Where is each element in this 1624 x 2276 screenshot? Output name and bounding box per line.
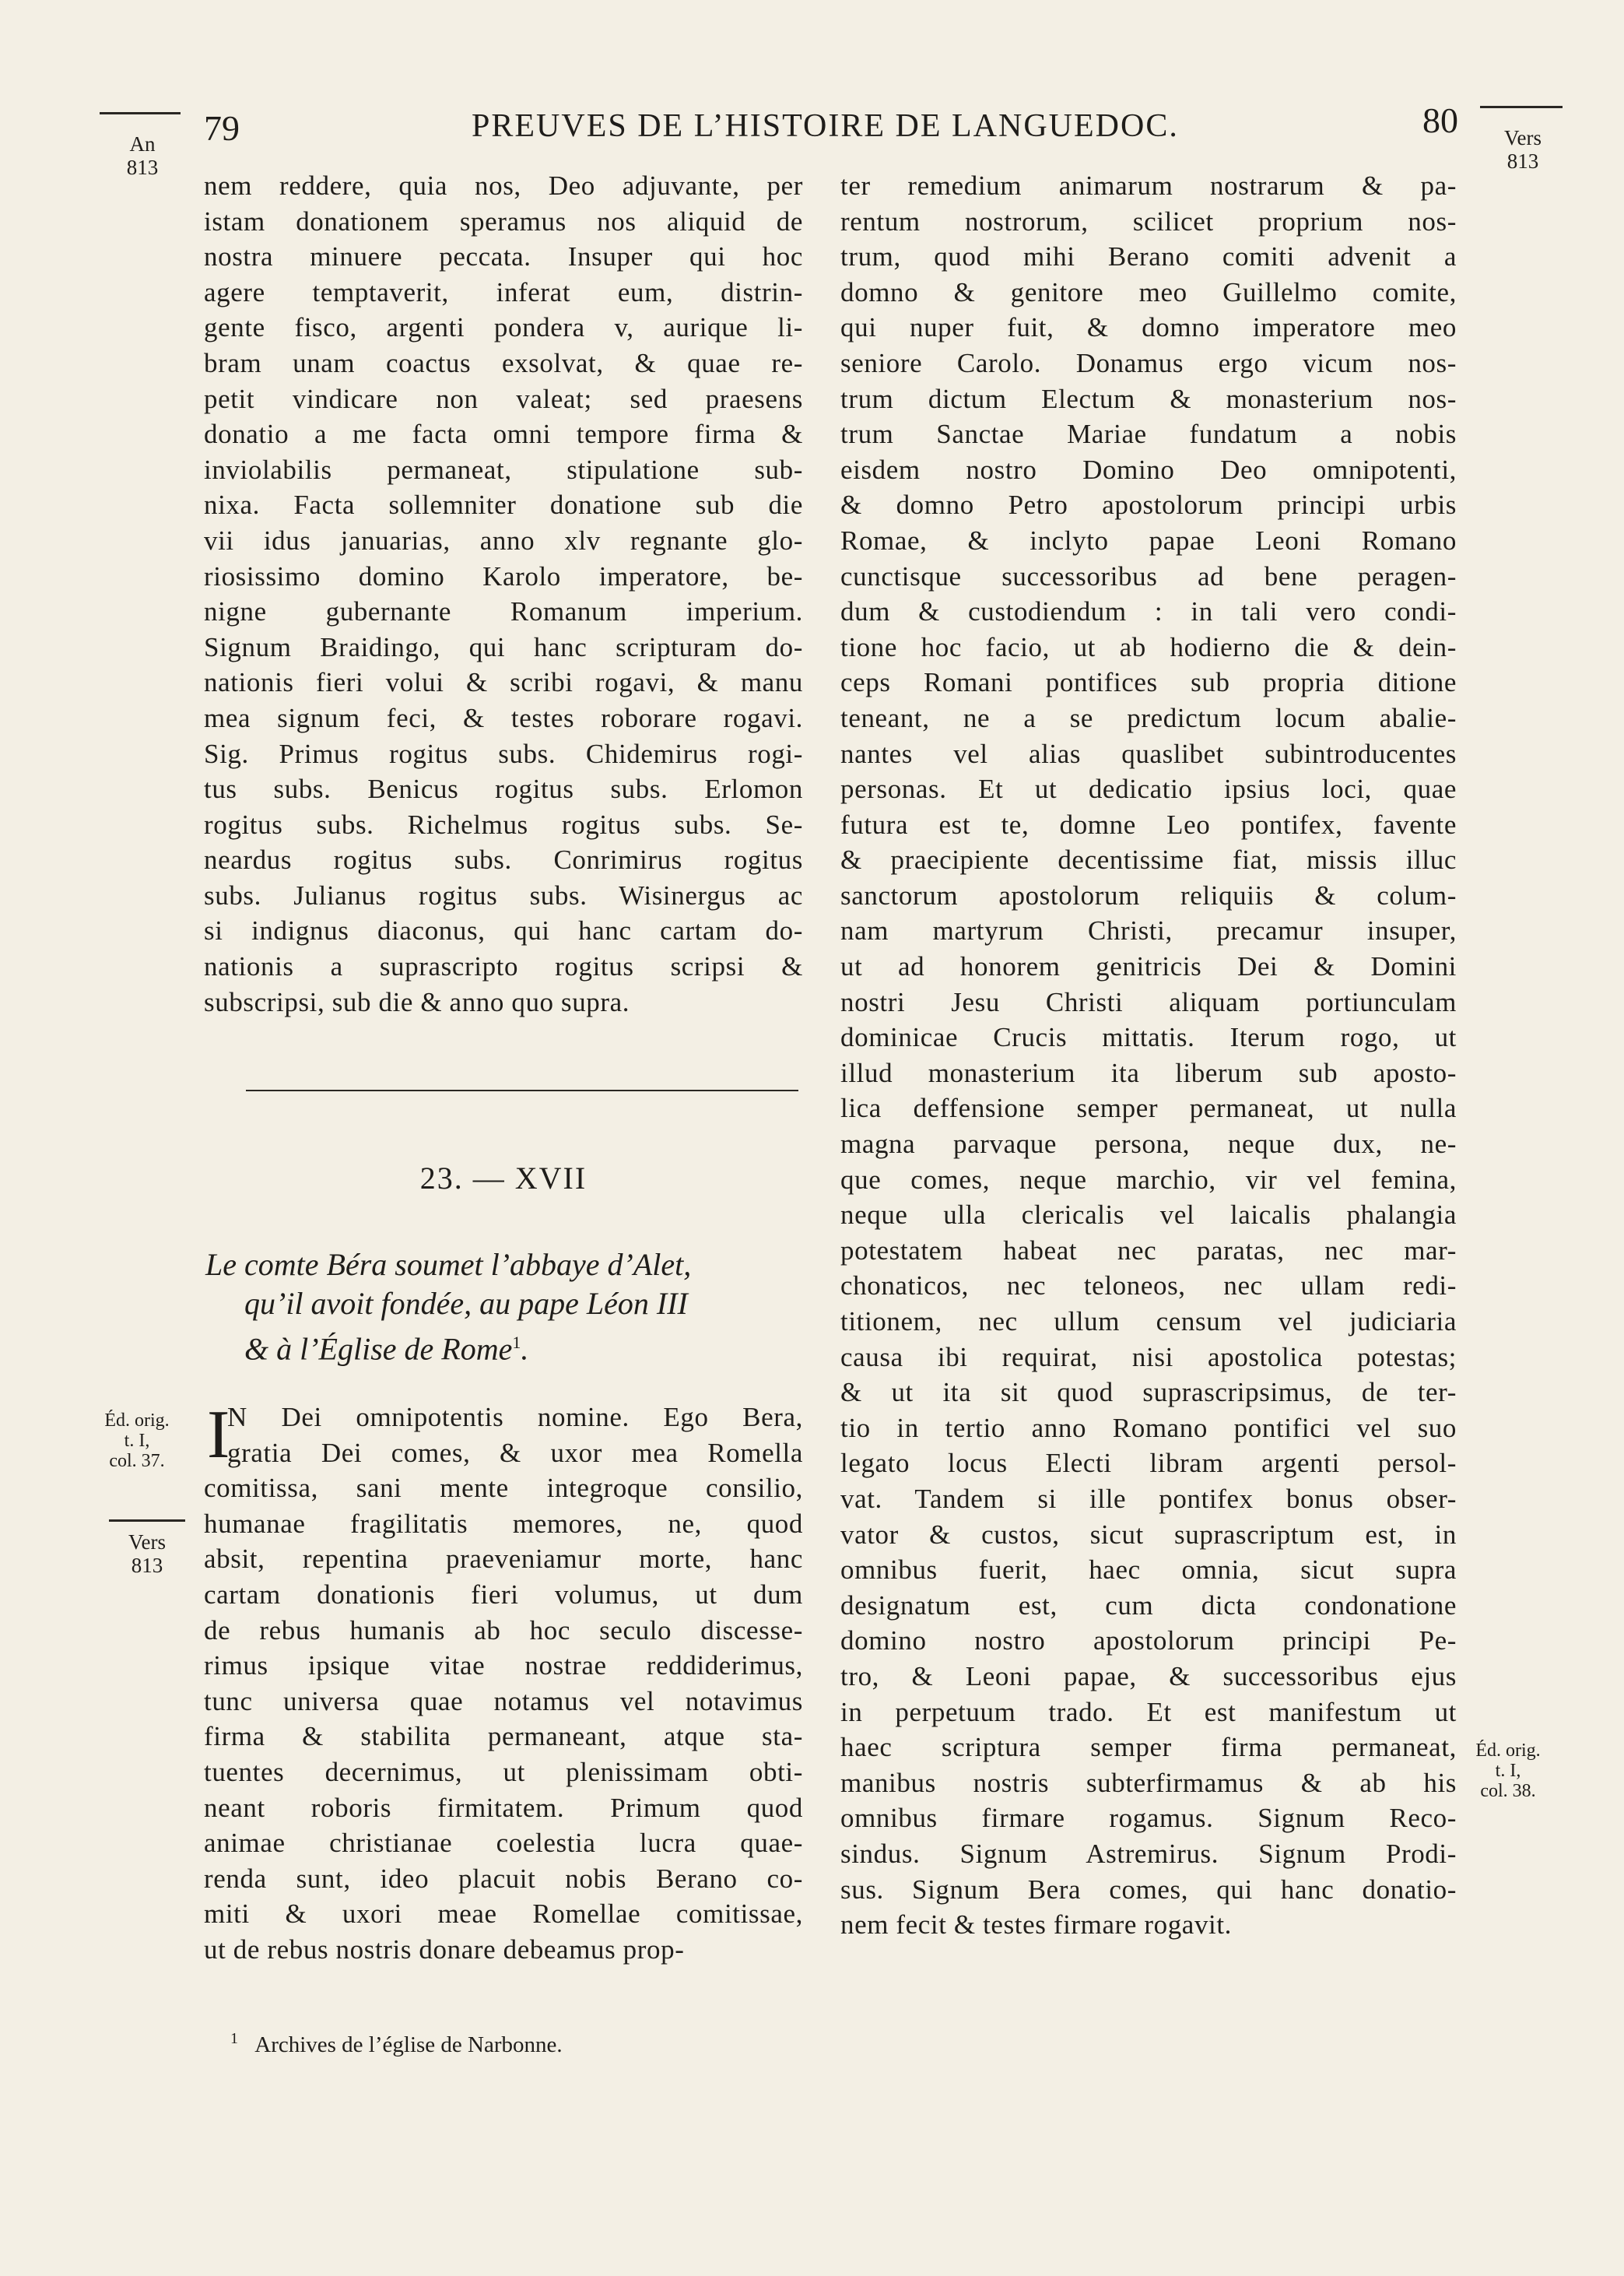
text-line: eisdem nostro Domino Deo omnipotenti,	[840, 454, 1457, 485]
text-line: sindus. Signum Astremirus. Signum Prodi-	[840, 1838, 1457, 1869]
drop-cap-letter: I	[207, 1397, 230, 1473]
margin-orig-left-line1: Éd. orig.	[104, 1410, 170, 1431]
text-line: vii idus januarias, anno xlv regnante glo-	[204, 525, 803, 556]
text-line: magna parvaque persona, neque dux, ne-	[840, 1129, 1457, 1160]
left-page-number: 79	[204, 108, 240, 148]
margin-year-right-value: 813	[1506, 149, 1539, 173]
text-line: rimus ipsique vitae nostrae reddiderimus,	[204, 1650, 803, 1681]
text-line: teneant, ne a se predictum locum abalie-	[840, 702, 1457, 733]
text-line: personas. Et ut dedicatio ipsius loci, quae	[840, 774, 1457, 805]
margin-year-right-label: Vers	[1504, 126, 1542, 149]
left-column-top-text	[204, 168, 803, 1020]
left-column-bottom-text	[204, 1397, 803, 1968]
text-line: nationis fieri volui & scribi rogavi, & manu	[204, 667, 803, 698]
text-line: si indignus diaconus, qui hanc cartam do-	[204, 915, 803, 947]
margin-vers-left-label: Vers	[128, 1530, 166, 1554]
margin-vers-left-value: 813	[131, 1554, 163, 1577]
text-line: haec scriptura semper firma permaneat,	[840, 1732, 1457, 1763]
text-line: & praecipiente decentissime fiat, missis illuc	[840, 845, 1457, 876]
text-line: dominicae Crucis mittatis. Iterum rogo, ut	[840, 1022, 1457, 1053]
text-line: futura est te, domne Leo pontifex, favente	[840, 809, 1457, 840]
text-line: & domno Petro apostolorum principi urbis	[840, 490, 1457, 521]
text-line: agere temptaverit, inferat eum, distrin-	[204, 276, 803, 307]
margin-orig-left	[87, 1410, 187, 1471]
text-line: & ut ita sit quod suprascripsimus, de ter-	[840, 1377, 1457, 1408]
text-line: seniore Carolo. Donamus ergo vicum nos-	[840, 347, 1457, 378]
text-line: omnibus firmare rogamus. Signum Reco-	[840, 1803, 1457, 1834]
section-divider	[246, 1090, 798, 1091]
text-line: neant roboris firmitatem. Primum quod	[204, 1792, 803, 1823]
text-line: subs. Julianus rogitus subs. Wisinergus ac	[204, 880, 803, 911]
text-line: in perpetuum trado. Et est manifestum ut	[840, 1696, 1457, 1727]
section-number: 23. — XVII	[419, 1161, 588, 1196]
text-line: ut ad honorem genitricis Dei & Domini	[840, 951, 1457, 982]
text-line: nigne gubernante Romanum imperium.	[204, 596, 803, 627]
text-line: vat. Tandem si ille pontifex bonus obser-	[840, 1483, 1457, 1514]
margin-vers-left	[109, 1530, 185, 1577]
section-title	[204, 1245, 819, 1368]
text-line: Romae, & inclyto papae Leoni Romano	[840, 525, 1457, 556]
text-line: istam donationem speramus nos aliquid de	[204, 205, 803, 237]
text-line: cartam donationis fieri volumus, ut dum	[204, 1579, 803, 1610]
text-line: tunc universa quae notamus vel notavimus	[204, 1685, 803, 1716]
text-line: illud monasterium ita liberum sub aposto-	[840, 1057, 1457, 1088]
text-line: domno & genitore meo Guillelmo comite,	[840, 276, 1457, 307]
section-title-line-3-text: & à l’Église de Rome	[244, 1331, 513, 1367]
text-line: comitissa, sani mente integroque consilio,	[204, 1473, 803, 1504]
text-line: subscripsi, sub die & anno quo supra.	[204, 986, 630, 1017]
text-line: lica deffensione semper permaneat, ut nulla	[840, 1093, 1457, 1124]
text-line: neque ulla clericalis vel laicalis phalangia	[840, 1199, 1457, 1231]
text-line: renda sunt, ideo placuit nobis Berano co-	[204, 1863, 803, 1894]
text-line: manibus nostris subterfirmamus & ab his	[840, 1767, 1457, 1798]
text-line: tuentes decernimus, ut plenissimam obti-	[204, 1756, 803, 1787]
text-line: de rebus humanis ab hoc seculo discesse-	[204, 1614, 803, 1646]
section-title-line-3: & à l’Église de Rome$^1$.	[244, 1331, 529, 1367]
text-line: cunctisque successoribus ad bene peragen-	[840, 560, 1457, 592]
right-column-text	[840, 168, 1457, 1943]
header-rule-left	[100, 112, 181, 114]
margin-orig-right	[1460, 1740, 1556, 1801]
text-line: humanae fragilitatis memores, ne, quod	[204, 1508, 803, 1539]
running-header-title: PREUVES DE L’HISTOIRE DE LANGUEDOC.	[472, 108, 1179, 144]
text-line: tus subs. Benicus rogitus subs. Erlomon	[204, 774, 803, 805]
text-line: trum Sanctae Mariae fundatum a nobis	[840, 419, 1457, 450]
text-line: causa ibi requirat, nisi apostolica potestas;	[840, 1341, 1457, 1372]
margin-orig-right-line1: Éd. orig.	[1475, 1740, 1541, 1761]
text-line: omnibus fuerit, haec omnia, sicut supra	[840, 1554, 1457, 1586]
text-line: ut de rebus nostris donare debeamus prop-	[204, 1934, 685, 1965]
text-line: N Dei omnipotentis nomine. Ego Bera,	[227, 1402, 803, 1432]
text-line: nostri Jesu Christi aliquam portiunculam	[840, 986, 1457, 1017]
text-line: titionem, nec ullum censum vel judiciaria	[840, 1306, 1457, 1336]
text-line: nantes vel alias quaslibet subintroducentes	[840, 738, 1457, 769]
text-line: Signum Braidingo, qui hanc scripturam do-	[204, 631, 803, 662]
text-line: trum, quod mihi Berano comiti advenit a	[840, 241, 1457, 272]
text-line: absit, repentina praeveniamur morte, hanc	[204, 1544, 803, 1575]
footnote	[230, 2030, 563, 2058]
text-line: vator & custos, sicut suprascriptum est, in	[840, 1519, 1457, 1550]
text-line: legato locus Electi libram argenti persol-	[840, 1448, 1457, 1479]
text-line: chonaticos, nec teloneos, nec ullam redi-	[840, 1270, 1457, 1301]
text-line: nationis a suprascripto rogitus scripsi &	[204, 951, 803, 982]
text-line: dum & custodiendum : in tali vero condi-	[840, 596, 1457, 627]
text-line: Sig. Primus rogitus subs. Chidemirus rogi-	[204, 738, 803, 769]
header-rule-right	[1480, 106, 1563, 108]
text-line: sus. Signum Bera comes, qui hanc donatio-	[840, 1874, 1457, 1905]
text-line: que comes, neque marchio, vir vel femina,	[840, 1164, 1457, 1195]
text-line: inviolabilis permaneat, stipulatione sub-	[204, 454, 803, 485]
text-line: donatio a me facta omni tempore firma &	[204, 419, 803, 450]
margin-orig-left-line3: col. 37.	[109, 1451, 165, 1471]
text-line: qui nuper fuit, & domno imperatore meo	[840, 312, 1457, 343]
text-line: ter remedium animarum nostrarum & pa-	[840, 170, 1457, 201]
section-title-line-1: Le comte Béra soumet l’abbaye d’Alet,	[205, 1247, 692, 1282]
text-line: domino nostro apostolorum principi Pe-	[840, 1625, 1457, 1656]
text-line: nixa. Facta sollemniter donatione sub die	[204, 490, 803, 521]
footnote-text: Archives de l’église de Narbonne.	[254, 2032, 563, 2057]
text-line: mea signum feci, & testes roborare rogavi.	[204, 702, 803, 733]
text-line: nam martyrum Christi, precamur insuper,	[840, 915, 1457, 947]
text-line: nostra minuere peccata. Insuper qui hoc	[204, 241, 803, 272]
text-line: tione hoc facio, ut ab hodierno die & dein-	[840, 631, 1457, 662]
text-line: gente fisco, argenti pondera v, aurique li-	[204, 312, 803, 343]
text-line: bram unam coactus exsolvat, & quae re-	[204, 347, 803, 378]
margin-orig-left-line2: t. I,	[124, 1431, 150, 1451]
text-line: potestatem habeat nec paratas, nec mar-	[840, 1235, 1457, 1266]
text-line: firma & stabilita permaneant, atque sta-	[204, 1721, 803, 1752]
section-title-line-2: qu’il avoit fondée, au pape Léon III	[244, 1286, 688, 1321]
right-page-number: 80	[1422, 100, 1458, 140]
margin-year-right	[1488, 126, 1558, 173]
text-line: tro, & Leoni papae, & successoribus ejus	[840, 1660, 1457, 1691]
margin-year-left-value: 813	[126, 156, 159, 179]
text-line: miti & uxori meae Romellae comitissae,	[204, 1898, 803, 1930]
text-line: nem fecit & testes firmare rogavit.	[840, 1909, 1233, 1941]
margin-orig-right-line2: t. I,	[1495, 1761, 1521, 1781]
section-title-footnote-marker: 1	[512, 1333, 521, 1352]
margin-rule-left-vers	[109, 1519, 185, 1522]
text-line: trum dictum Electum & monasterium nos-	[840, 383, 1457, 414]
text-line: petit vindicare non valeat; sed praesens	[204, 383, 803, 414]
margin-year-left	[115, 132, 170, 179]
margin-orig-right-line3: col. 38.	[1480, 1781, 1536, 1801]
margin-year-left-label: An	[129, 132, 156, 156]
text-line: riosissimo domino Karolo imperatore, be-	[204, 560, 803, 592]
text-line: animae christianae coelestia lucra quae-	[204, 1828, 803, 1859]
text-line: rentum nostrorum, scilicet proprium nos-	[840, 205, 1457, 237]
text-line: gratia Dei comes, & uxor mea Romella	[227, 1437, 803, 1468]
footnote-marker: 1	[230, 2030, 238, 2047]
text-line: nem reddere, quia nos, Deo adjuvante, per	[204, 170, 803, 201]
text-line: neardus rogitus subs. Conrimirus rogitus	[204, 845, 803, 876]
text-line: sanctorum apostolorum reliquiis & colum-	[840, 880, 1457, 911]
text-line: tio in tertio anno Romano pontifici vel suo	[840, 1412, 1457, 1443]
text-line: rogitus subs. Richelmus rogitus subs. Se-	[204, 809, 803, 840]
text-line: designatum est, cum dicta condonatione	[840, 1589, 1457, 1621]
text-line: ceps Romani pontifices sub propria ditione	[840, 667, 1457, 698]
